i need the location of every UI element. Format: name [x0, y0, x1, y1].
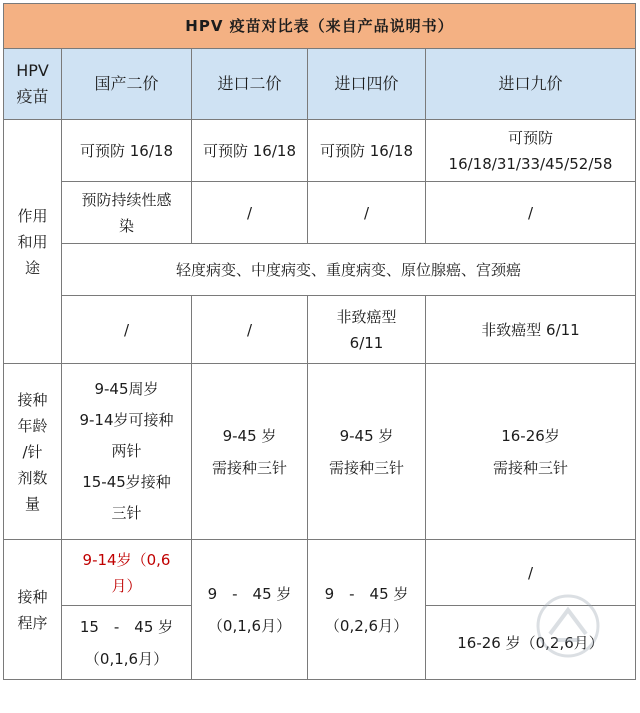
age-label: 接种 年龄 /针 剂数 量 [4, 364, 62, 540]
age-row [4, 364, 636, 540]
effect-row-2 [4, 182, 636, 244]
cell: 9-45周岁 9-14岁可接种 两针 15-45岁接种 三针 [62, 364, 192, 540]
effect-row-3 [4, 244, 636, 296]
cell: 非致癌型 6/11 [308, 296, 426, 364]
cell: 非致癌型 6/11 [426, 296, 636, 364]
effect-row-1 [4, 120, 636, 182]
header-domestic-bivalent: 国产二价 [62, 49, 192, 120]
header-row [4, 49, 636, 120]
schedule-label: 接种 程序 [4, 540, 62, 680]
header-hpv-vaccine: HPV 疫苗 [4, 49, 62, 120]
table-title: HPV 疫苗对比表（来自产品说明书） [4, 4, 636, 49]
cell: / [192, 296, 308, 364]
cell: 可预防 16/18/31/33/45/52/58 [426, 120, 636, 182]
cell: / [192, 182, 308, 244]
cell: 16-26 岁（0,2,6月） [426, 606, 636, 680]
cell: 可预防 16/18 [62, 120, 192, 182]
cell: 9-45 岁 需接种三针 [308, 364, 426, 540]
cell: / [62, 296, 192, 364]
cell: 预防持续性感 染 [62, 182, 192, 244]
cell: / [308, 182, 426, 244]
cell: 9-45 岁 需接种三针 [192, 364, 308, 540]
cell: 9 - 45 岁 （0,2,6月） [308, 540, 426, 680]
header-imported-bivalent: 进口二价 [192, 49, 308, 120]
hpv-comparison-table [3, 3, 636, 680]
cell: 可预防 16/18 [308, 120, 426, 182]
watermark-logo-icon [532, 590, 604, 662]
cell: / [426, 182, 636, 244]
cell: / [426, 540, 636, 606]
cell: 9 - 45 岁 （0,1,6月） [192, 540, 308, 680]
header-imported-nonavalent: 进口九价 [426, 49, 636, 120]
cell-span-lesions: 轻度病变、中度病变、重度病变、原位腺癌、宫颈癌 [62, 244, 636, 296]
effect-row-4 [4, 296, 636, 364]
cell-schedule-red: 9-14岁（0,6 月） [62, 540, 192, 606]
header-imported-quadrivalent: 进口四价 [308, 49, 426, 120]
effect-label: 作用 和用 途 [4, 120, 62, 364]
cell: 15 - 45 岁 （0,1,6月） [62, 606, 192, 680]
cell: 16-26岁 需接种三针 [426, 364, 636, 540]
cell: 可预防 16/18 [192, 120, 308, 182]
